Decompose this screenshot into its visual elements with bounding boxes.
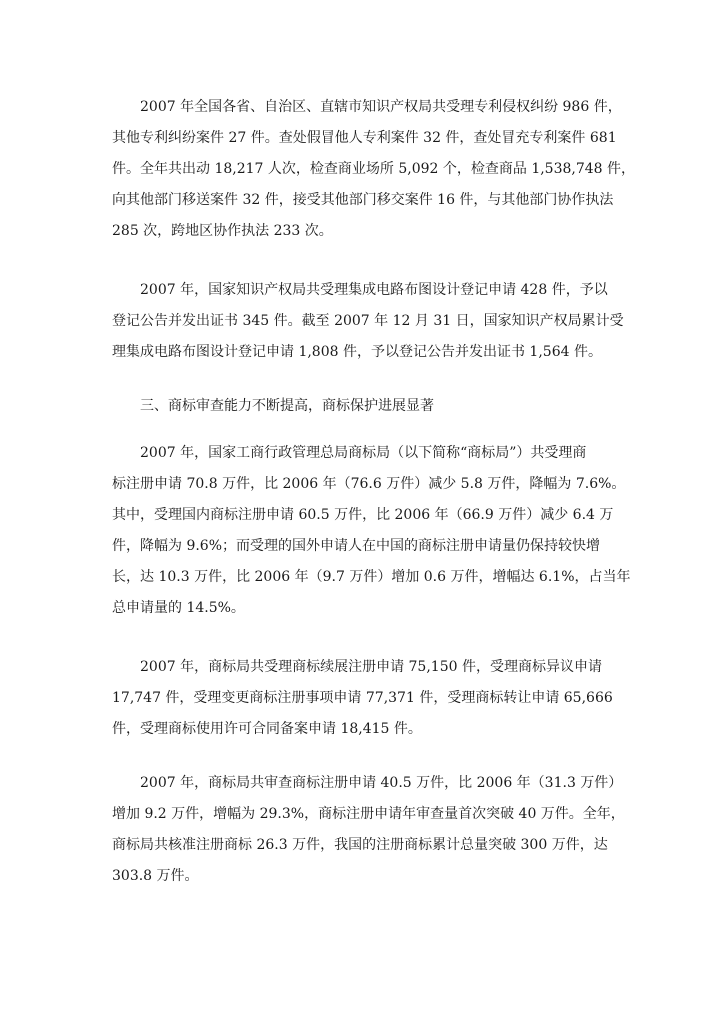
paragraph-line: 总申请量的 14.5%。: [112, 600, 245, 616]
paragraph-line: 其他专利纠纷案件 27 件。查处假冒他人专利案件 32 件，查处冒充专利案件 681: [112, 130, 617, 146]
paragraph-line: 17,747 件，受理变更商标注册事项申请 77,371 件，受理商标转让申请 65,666: [112, 690, 613, 706]
paragraph-line: 其中，受理国内商标注册申请 60.5 万件，比 2006 年（66.9 万件）减少 6.4 万: [112, 507, 614, 523]
section-heading-trademark: [112, 391, 612, 422]
paragraph-line: 登记公告并发出证书 345 件。截至 2007 年 12 月 31 日，国家知识产权局累计受: [112, 313, 624, 329]
paragraph-line: 2007 年全国各省、自治区、直辖市知识产权局共受理专利侵权纠纷 986 件，: [140, 99, 622, 115]
paragraph-line: 303.8 万件。: [112, 868, 199, 884]
paragraph-trademark-examination: [112, 768, 625, 892]
paragraph-line: 件，降幅为 9.6%；而受理的国外申请人在中国的商标注册申请量仍保持较快增: [112, 538, 601, 554]
paragraph-line: 理集成电路布图设计登记申请 1,808 件，予以登记公告并发出证书 1,564 件。: [112, 344, 602, 360]
paragraph-line: 2007 年，商标局共受理商标续展注册申请 75,150 件，受理商标异议申请: [140, 659, 602, 675]
paragraph-line: 标注册申请 70.8 万件，比 2006 年（76.6 万件）减少 5.8 万件，降幅为 7.6%。: [112, 476, 626, 492]
paragraph-trademark-applications: [112, 438, 631, 624]
paragraph-ic-layout-design: [112, 275, 624, 368]
paragraph-line: 商标局共核准注册商标 26.3 万件，我国的注册商标累计总量突破 300 万件，达: [112, 837, 608, 853]
paragraph-line: 长，达 10.3 万件，比 2006 年（9.7 万件）增加 0.6 万件，增幅达 6.1%，占当年: [112, 569, 631, 585]
paragraph-trademark-renewals: [112, 652, 612, 745]
paragraph-line: 向其他部门移送案件 32 件，接受其他部门移交案件 16 件，与其他部门协作执法: [112, 192, 614, 208]
paragraph-patent-disputes: [112, 92, 636, 247]
paragraph-line: 2007 年，国家知识产权局共受理集成电路布图设计登记申请 428 件，予以: [140, 282, 608, 298]
paragraph-line: 285 次，跨地区协作执法 233 次。: [112, 223, 333, 239]
paragraph-line: 件。全年共出动 18,217 人次，检查商业场所 5,092 个，检查商品 1,538,748 件，: [112, 161, 636, 177]
paragraph-line: 件，受理商标使用许可合同备案申请 18,415 件。: [112, 721, 422, 737]
paragraph-line: 增加 9.2 万件，增幅为 29.3%，商标注册申请年审查量首次突破 40 万件。全年，: [112, 806, 625, 822]
paragraph-line: 2007 年，国家工商行政管理总局商标局（以下简称“商标局”）共受理商: [140, 445, 587, 461]
section-heading-text: 三、商标审查能力不断提高，商标保护进展显著: [140, 398, 434, 414]
paragraph-line: 2007 年，商标局共审查商标注册申请 40.5 万件，比 2006 年（31.3 万件）: [140, 775, 623, 791]
